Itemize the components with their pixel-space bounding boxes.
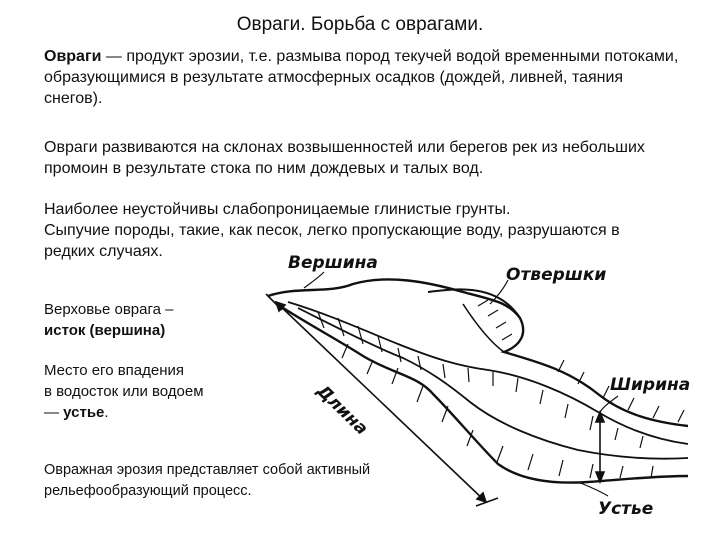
label-mouth: Устье — [598, 499, 654, 519]
leader-lines — [304, 272, 618, 496]
page-title: Овраги. Борьба с оврагами. — [236, 14, 484, 35]
mouth-suffix: . — [104, 404, 109, 421]
ravine-diagram — [258, 244, 698, 534]
label-length: Длина — [312, 381, 372, 440]
paragraph-development: Овраги развиваются на склонах возвышенностей или берегов рек из небольших промоин в результате стока по ним дождевых и талых вод. — [44, 139, 645, 177]
label-vershina: Вершина — [288, 253, 378, 273]
soils-line-2: Сыпучие породы, такие, как песок, легко пропускающие воду, разрушаются в редких случаях. — [44, 222, 620, 260]
soils-line-1: Наиболее неустойчивы слабопроницаемые глинистые грунты. — [44, 201, 511, 218]
width-dimension — [596, 412, 604, 482]
ravine-branch-inner — [463, 304, 504, 352]
side-note-erosion: Овражная эрозия представляет собой активный рельефообразующий процесс. — [44, 462, 371, 499]
label-width: Ширина — [610, 375, 691, 395]
mouth-prefix: — — [44, 404, 64, 421]
length-dimension — [266, 294, 498, 506]
side-note-mouth — [44, 360, 294, 423]
term-ravines: Овраги — [44, 48, 102, 65]
side-note-head — [44, 299, 294, 341]
mouth-line-2: в водосток или водоем — [44, 383, 204, 400]
mouth-line-1: Место его впадения — [44, 362, 185, 379]
head-text: Верховье оврага – — [44, 301, 174, 318]
paragraph-definition — [44, 46, 684, 109]
definition-text: — продукт эрозии, т.е. размыва пород текучей водой временными потоками, образующимися в результате атмосферных осадков (дождей, ливней, таяния снегов). — [44, 48, 679, 107]
head-bold: исток (вершина) — [44, 322, 166, 339]
label-otvershki: Отвершки — [506, 265, 607, 285]
mouth-bold: устье — [63, 404, 105, 421]
